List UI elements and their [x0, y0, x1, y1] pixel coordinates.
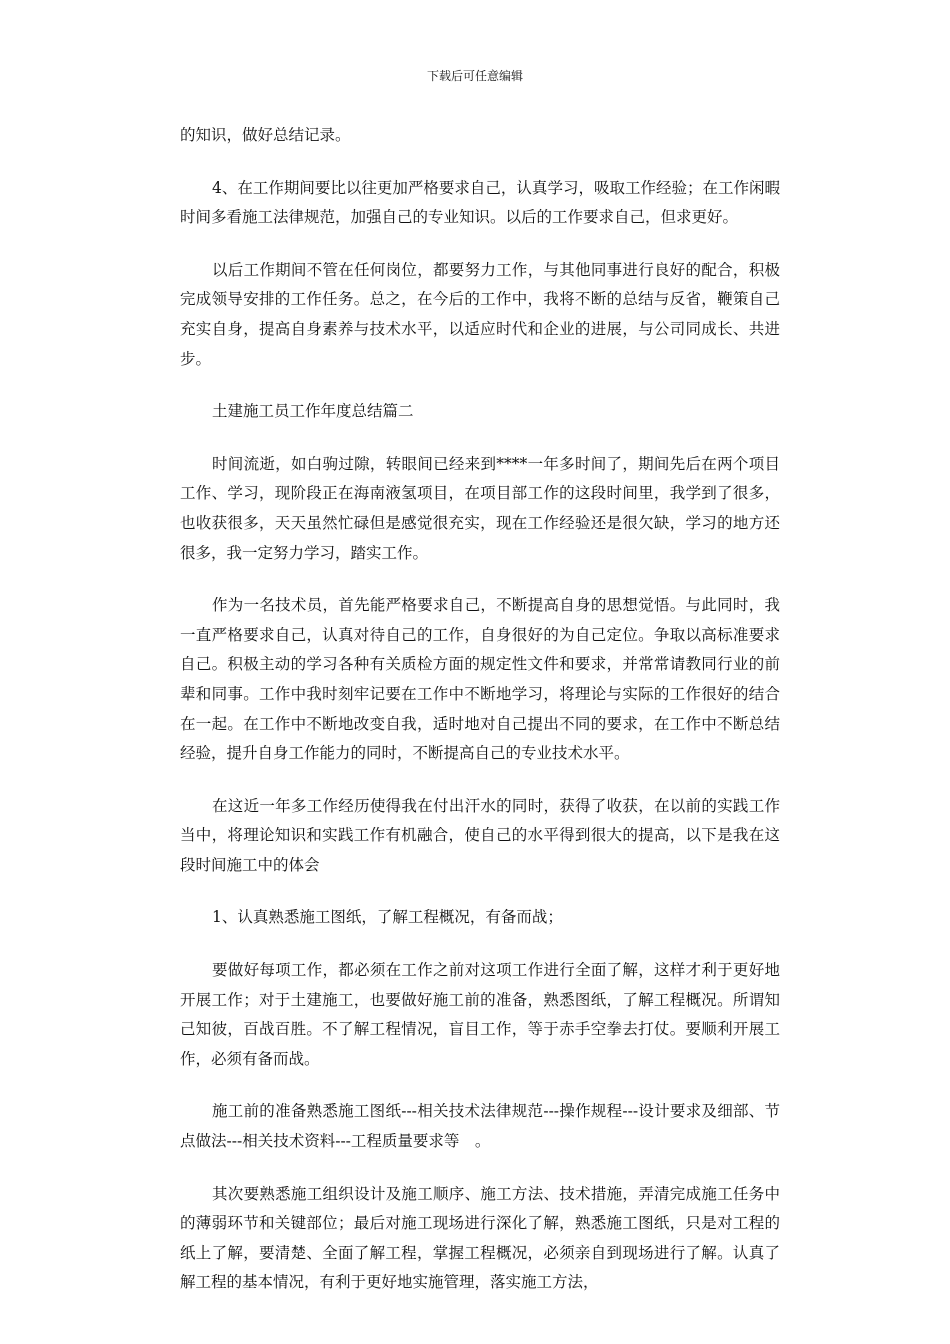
- paragraph: 作为一名技术员，首先能严格要求自己，不断提高自身的思想觉悟。与此同时，我一直严格要求自己，认真对待自己的工作，自身很好的为自己定位。争取以高标准要求自己。积极主动的学习各种有关质检方面的规定性文件和要求，并常常请教同行业的前辈和同事。工作中我时刻牢记要在工作中不断地学习，将理论与实际的工作很好的结合在一起。在工作中不断地改变自我，适时地对自己提出不同的要求，在工作中不断总结经验，提升自身工作能力的同时，不断提高自己的专业技术水平。: [180, 596, 780, 763]
- page-header: 下载后可任意编辑: [426, 69, 523, 83]
- paragraph: 的知识，做好总结记录。: [180, 126, 351, 144]
- paragraph: 以后工作期间不管在任何岗位，都要努力工作，与其他同事进行良好的配合，积极完成领导安排的工作任务。总之，在今后的工作中，我将不断的总结与反省，鞭策自己充实自身，提高自身素养与技术水平，以适应时代和企业的进展，与公司同成长、共进步。: [180, 260, 780, 368]
- section-heading: 土建施工员工作年度总结篇二: [212, 402, 414, 421]
- paragraph: 在这近一年多工作经历使得我在付出汗水的同时，获得了收获，在以前的实践工作当中，将理论知识和实践工作有机融合，使自己的水平得到很大的提高，以下是我在这段时间施工中的体会: [180, 796, 780, 874]
- paragraph: 时间流逝，如白驹过隙，转眼间已经来到****一年多时间了，期间先后在两个项目工作、学习，现阶段正在海南液氢项目，在项目部工作的这段时间里，我学到了很多，也收获很多，天天虽然忙碌但是感觉很充实，现在工作经验还是很欠缺，学习的地方还很多，我一定努力学习，踏实工作。: [180, 454, 780, 562]
- document-body: [180, 121, 780, 1321]
- paragraph: 要做好每项工作，都必须在工作之前对这项工作进行全面了解，这样才利于更好地开展工作；对于土建施工，也要做好施工前的准备，熟悉图纸，了解工程概况。所谓知己知彼，百战百胜。不了解工程情况，盲目工作，等于赤手空拳去打仗。要顺利开展工作，必须有备而战。: [180, 961, 780, 1068]
- paragraph: 4、在工作期间要比以往更加严格要求自己，认真学习，吸取工作经验；在工作闲暇时间多看施工法律规范，加强自己的专业知识。以后的工作要求自己，但求更好。: [180, 178, 780, 227]
- list-item-heading: 1、认真熟悉施工图纸，了解工程概况，有备而战；: [212, 908, 563, 927]
- paragraph: 其次要熟悉施工组织设计及施工顺序、施工方法、技术措施，弄清完成施工任务中的薄弱环节和关键部位；最后对施工现场进行深化了解，熟悉施工图纸，只是对工程的纸上了解，要清楚、全面了解工程，掌握工程概况，必须亲自到现场进行了解。认真了解工程的基本情况，有利于更好地实施管理，落实施工方法，: [180, 1184, 780, 1292]
- paragraph: 施工前的准备熟悉施工图纸---相关技术法律规范---操作规程---设计要求及细部、节点做法---相关技术资料---工程质量要求等 。: [180, 1102, 780, 1151]
